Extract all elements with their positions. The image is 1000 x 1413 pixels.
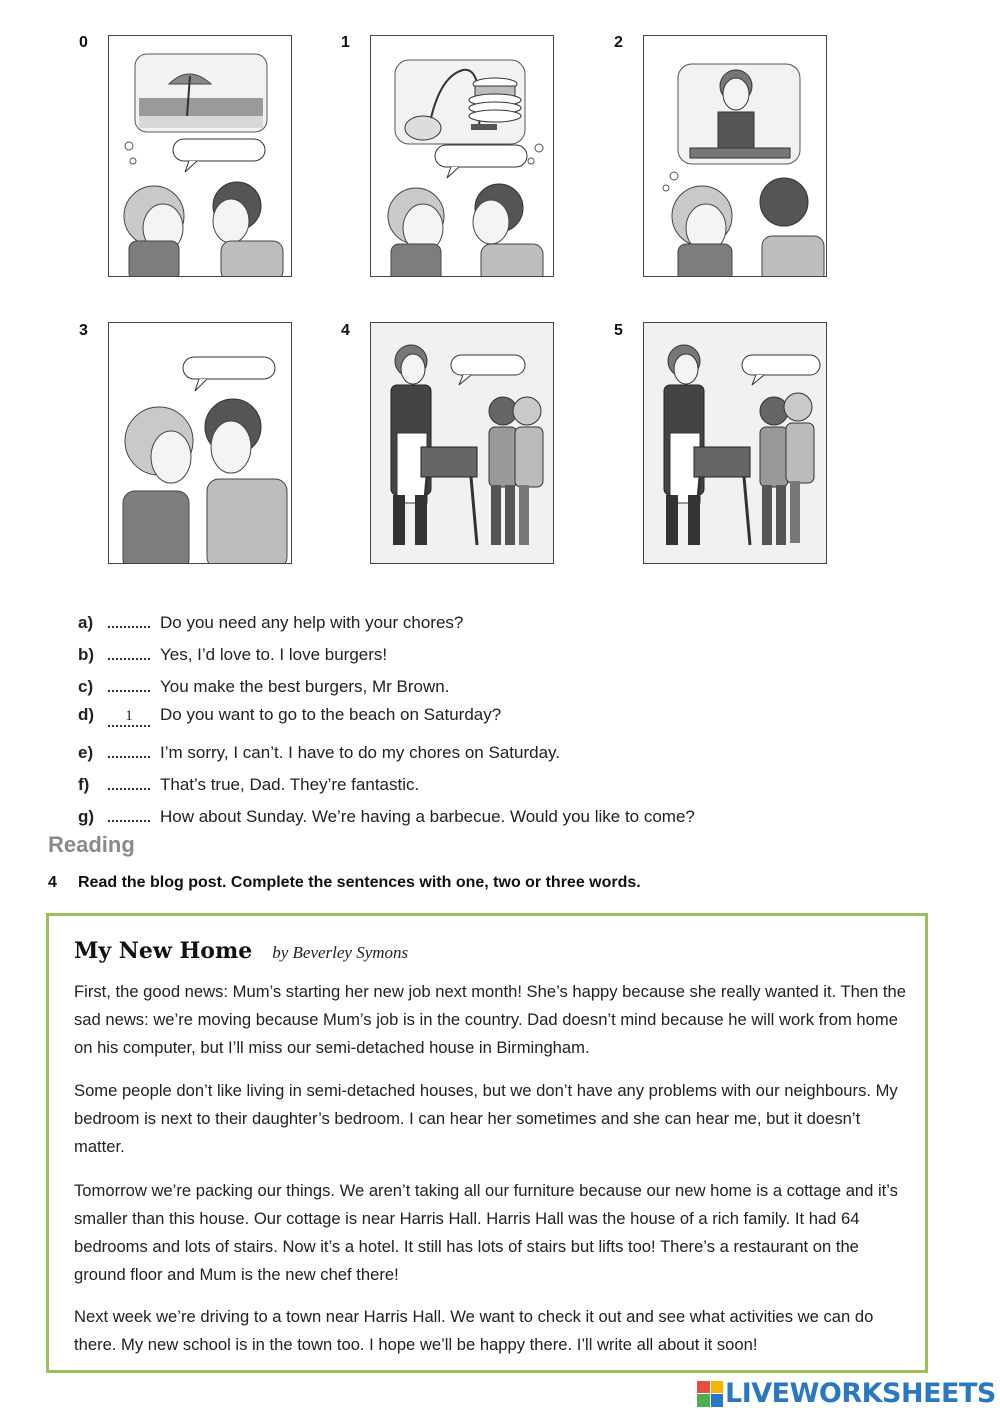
dialogue-text: You make the best burgers, Mr Brown.	[160, 677, 450, 696]
answer-blank[interactable]: 1	[108, 707, 150, 727]
comic-panel-1	[370, 35, 554, 277]
blog-paragraph: Next week we’re driving to a town near Harris Hall. We want to check it out and see what activities we can do there. My new school is in the town too. I hope we’ll be happy there. I’ll write all about it soon!	[74, 1307, 874, 1354]
logo-text: LIVEWORKSHEETS	[725, 1378, 996, 1409]
blog-paragraph: First, the good news: Mum’s starting her new job next month! She’s happy because she really wanted it. Then the sad news: we’re moving because Mum’s job is in the country. Dad doesn’t mind because he will work from home on his computer, but I’ll miss our semi-detached house in Birmingham.	[74, 982, 906, 1057]
task-text: Read the blog post. Complete the sentences with one, two or three words.	[78, 874, 641, 891]
dialogue-letter: c)	[78, 677, 94, 696]
blog-header	[74, 938, 408, 964]
comic-panel-2	[643, 35, 827, 277]
task-instruction	[48, 874, 641, 892]
panel-number-0: 0	[79, 34, 88, 51]
section-title: Reading	[48, 832, 135, 857]
task-number: 4	[48, 874, 57, 891]
answer-blank[interactable]	[108, 802, 150, 822]
dialogue-line-b	[78, 640, 387, 665]
dialogue-letter: e)	[78, 743, 94, 762]
dialogue-line-c	[78, 672, 449, 697]
answer-blank[interactable]	[108, 640, 150, 660]
blog-paragraph: Tomorrow we’re packing our things. We aren’t taking all our furniture because our new home is a cottage and it’s smaller than this house. Our cottage is near Harris Hall. Harris Hall was the house of a rich family. It had 64 bedrooms and lots of stairs. Now it’s a hotel. It still has lots of stairs but lifts too! There’s a restaurant on the ground floor and Mum is the new chef there!	[74, 1181, 898, 1284]
answer-blank[interactable]	[108, 608, 150, 628]
comic-panel-4	[370, 322, 554, 564]
dialogue-text: I’m sorry, I can’t. I have to do my chores on Saturday.	[160, 743, 560, 762]
dialogue-text: Do you need any help with your chores?	[160, 613, 464, 632]
dialogue-letter: b)	[78, 645, 95, 664]
dialogue-text: Do you want to go to the beach on Saturday?	[160, 705, 502, 724]
panel-number-3: 3	[79, 322, 88, 339]
logo-cube-icon	[697, 1381, 723, 1407]
dialogue-line-f	[78, 770, 419, 795]
dialogue-letter: g)	[78, 807, 95, 826]
panel-number-5: 5	[614, 322, 623, 339]
blog-post	[46, 913, 928, 1373]
panel-number-2: 2	[614, 34, 623, 51]
panel-number-1: 1	[341, 34, 350, 51]
panel-number-4: 4	[341, 322, 350, 339]
dialogue-line-e	[78, 738, 560, 763]
answer-blank[interactable]	[108, 672, 150, 692]
dialogue-letter: f)	[78, 775, 90, 794]
blog-paragraph: Some people don’t like living in semi-detached houses, but we don’t have any problems with our neighbours. My bedroom is next to their daughter’s bedroom. I can hear her sometimes and she can hear me, but it doesn’t matter.	[74, 1081, 898, 1156]
dialogue-letter: d)	[78, 705, 95, 724]
dialogue-letter: a)	[78, 613, 94, 632]
comic-panel-5	[643, 322, 827, 564]
dialogue-text: That’s true, Dad. They’re fantastic.	[160, 775, 420, 794]
dialogue-text: Yes, I’d love to. I love burgers!	[160, 645, 388, 664]
answer-blank[interactable]	[108, 738, 150, 758]
liveworksheets-logo	[697, 1378, 996, 1409]
answer-blank[interactable]	[108, 770, 150, 790]
comic-panel-0	[108, 35, 292, 277]
dialogue-text: How about Sunday. We’re having a barbecue. Would you like to come?	[160, 807, 695, 826]
dialogue-line-a	[78, 608, 463, 633]
dialogue-line-d	[78, 705, 501, 727]
comic-panel-3	[108, 322, 292, 564]
blog-author: by Beverley Symons	[272, 943, 409, 962]
dialogue-line-g	[78, 802, 695, 827]
blog-title: My New Home	[74, 938, 253, 964]
